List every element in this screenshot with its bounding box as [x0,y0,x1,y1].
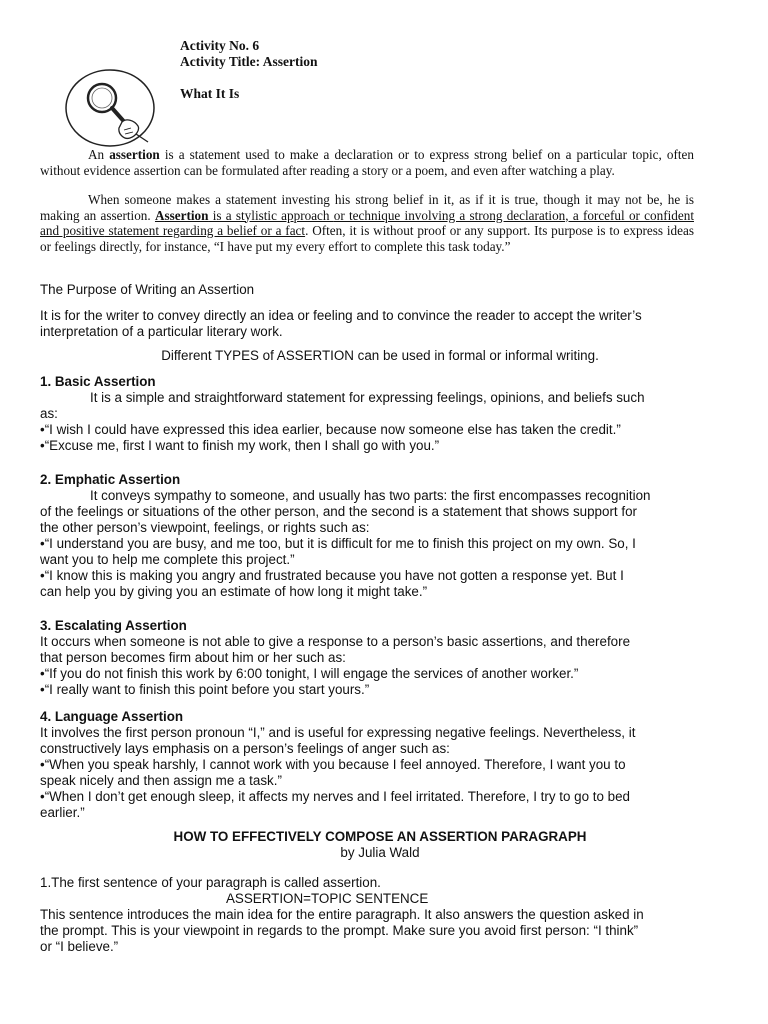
purpose-heading: The Purpose of Writing an Assertion [40,282,255,297]
language-assertion-section: 4. Language Assertion It involves the first person pronoun “I,” and is useful for expressing negative feelings. Nevertheless, it constructively lays emphasis on a person’s feelings of anger such as: •“When you speak harshly, I cannot work with you because I feel annoyed. Therefore, I want you to speak nicely and then assign me a task.” •“When I don’t get enough sleep, it affects my nerves and I feel irritated. Therefore, I try to go to bed earlier.” [40,709,720,821]
list-item: •“I really want to finish this point before you start yours.” [40,682,370,697]
howto-title: HOW TO EFFECTIVELY COMPOSE AN ASSERTION PARAGRAPH [173,829,587,844]
howto-byline: by Julia Wald [340,845,420,860]
basic-assertion-heading: 1. Basic Assertion [40,374,156,389]
list-item: •“I know this is making you angry and frustrated because you have not gotten a response yet. But I [40,568,624,583]
basic-assertion-section: 1. Basic Assertion It is a simple and straightforward statement for expressing feelings, opinions, and beliefs such as: •“I wish I could have expressed this idea earlier, because now someone else has taken the credit.” •“Excuse me, first I want to finish my work, then I shall go with you.” [40,374,720,454]
howto-step-1: 1.The first sentence of your paragraph is called assertion. [40,875,381,890]
howto-body: 1.The first sentence of your paragraph is called assertion. ASSERTION=TOPIC SENTENCE This sentence introduces the main idea for the entire paragraph. It also answers the question asked in the prompt. This is your viewpoint in regards to the prompt. Make sure you avoid first person: “I think” or “I believe.” [40,875,720,955]
list-item: •“When you speak harshly, I cannot work with you because I feel annoyed. Therefore, I want you to [40,757,626,772]
language-assertion-heading: 4. Language Assertion [40,709,184,724]
activity-header [180,38,318,70]
emphatic-assertion-heading: 2. Emphatic Assertion [40,472,181,487]
escalating-assertion-section: 3. Escalating Assertion It occurs when someone is not able to give a response to a person’s basic assertions, and therefore that person becomes firm about him or her such as: •“If you do not finish this work by 6:00 tonight, I will engage the services of another worker.” •“I really want to finish this point before you start yours.” [40,618,720,698]
list-item: •“I understand you are busy, and me too, but it is difficult for me to finish this project on my own. So, I [40,536,636,551]
section-heading-what-it-is: What It Is [180,86,240,101]
howto-equation: ASSERTION=TOPIC SENTENCE [226,891,429,906]
activity-number: Activity No. 6 [180,38,260,53]
escalating-assertion-heading: 3. Escalating Assertion [40,618,187,633]
list-item: •“If you do not finish this work by 6:00 tonight, I will engage the services of another worker.” [40,666,579,681]
list-item: •“I wish I could have expressed this idea earlier, because now someone else has taken the credit.” [40,422,621,437]
activity-title: Activity Title: Assertion [180,54,318,69]
intro-paragraph-1: An assertion is a statement used to make a declaration or to express strong belief on a particular topic, often without evidence assertion can be formulated after reading a story or a poem, and even after watching a play. [40,147,694,178]
list-item: •“When I don’t get enough sleep, it affects my nerves and I feel irritated. Therefore, I try to go to bed [40,789,630,804]
magnifying-glass-hand-icon [64,68,156,148]
intro-paragraph-2: When someone makes a statement investing his strong belief in it, as if it is true, though it may not be, he is making an assertion. Assertion is a stylistic approach or technique involving a strong declaration, a forceful or confident and positive statement regarding a belief or a fact. Often, it is without proof or any support. Its purpose is to express ideas or feelings directly, for instance, “I have put my every effort to complete this task today.” [40,192,694,254]
types-intro: Different TYPES of ASSERTION can be used in formal or informal writing. [161,348,599,363]
list-item: •“Excuse me, first I want to finish my work, then I shall go with you.” [40,438,440,453]
term-assertion: assertion [109,147,160,162]
emphatic-assertion-section: 2. Emphatic Assertion It conveys sympathy to someone, and usually has two parts: the first encompasses recognition of the feelings or situations of the other person, and the second is a statement that shows support for the other person’s viewpoint, feelings, or rights such as: •“I understand you are busy, and me too, but it is difficult for me to finish this project on my own. So, I want you to help me complete this project.” •“I know this is making you angry and frustrated because you have not gotten a response yet. But I can help you by giving you an estimate of how long it might take.” [40,472,720,600]
purpose-section [40,282,720,298]
purpose-body: It is for the writer to convey directly an idea or feeling and to convince the reader to accept the writer’s interpretation of a particular literary work. [40,308,642,339]
